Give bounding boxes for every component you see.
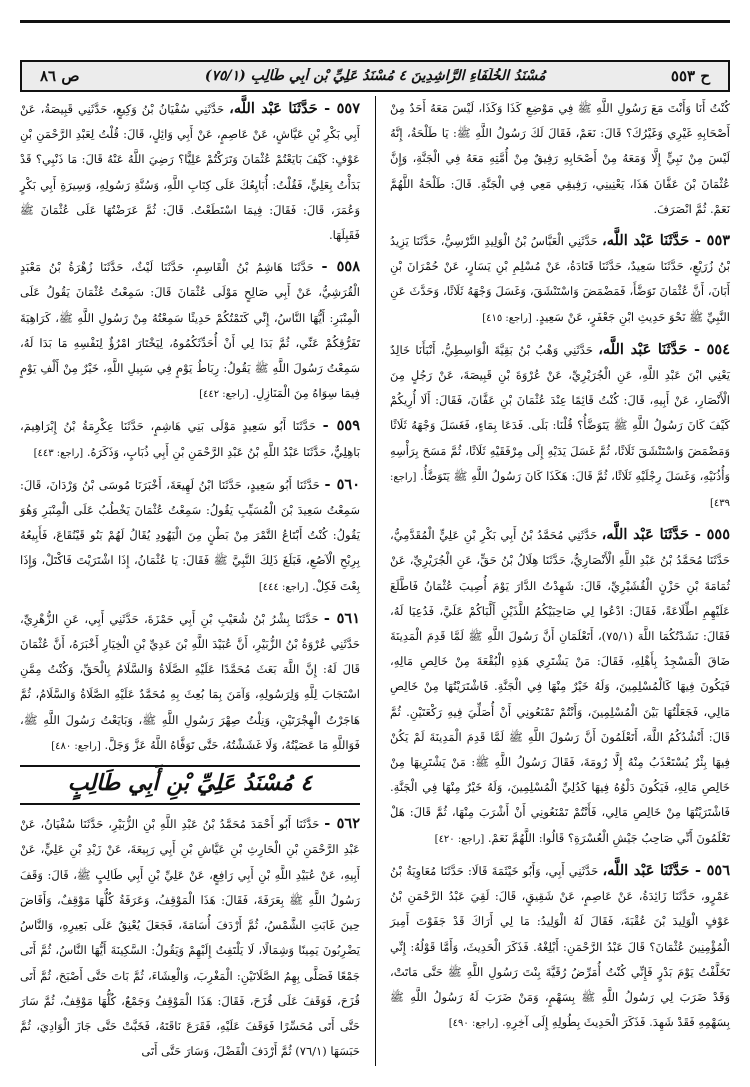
column-divider [375,96,376,1066]
cross-reference: [راجع: ٤١٥] [482,312,532,324]
hadith-paragraph [20,413,360,465]
cross-reference: [راجع: ٤٤٤] [258,581,309,593]
section-heading [20,765,360,805]
hadith-number: ٥٦٠ - [324,475,360,493]
running-header [20,60,730,92]
cross-reference: [راجع: ٤٤٢] [199,389,249,401]
hadith-text: حَدَّثَنِي الْعَبَّاسُ بْنُ الْوَلِيدِ النَّرْسِيُّ، حَدَّثَنَا يَزِيدُ بْنُ زُرَيْعٍ، حَدَّثَنَا سَعِيدٌ، حَدَّثَنَا قَتَادَةُ، عَنْ مُسْلِمِ بْنِ يَسَارٍ، عَنْ حُمْرَانَ بْنِ أَبَانَ، أَنَّ عُثْمَانَ تَوَضَّأَ، فَمَضْمَضَ وَاسْتَنْشَقَ، وَغَسَلَ وَجْهَهُ ثَلَاثًا، وَحَدَّثَ عَنِ النَّبِيِّ ﷺ نَحْوَ حَدِيثِ ابْنِ جَعْفَرٍ، عَنْ سَعِيدٍ. [390,234,730,324]
hadith-text: حَدَّثَنَا أَبُو أَحْمَدَ مُحَمَّدُ بْنُ عَبْدِ اللَّهِ بْنِ الزُّبَيْرِ، حَدَّثَنَا سُفْيَانُ، عَنْ عَبْدِ الرَّحْمَنِ بْنِ الْحَارِثِ بْنِ عَيَّاشِ بْنِ أَبِي رَبِيعَةَ، عَنْ زَيْدِ بْنِ عَلِيٍّ، عَنْ أَبِيهِ، عَنْ عُبَيْدِ اللَّهِ بْنِ أَبِي رَافِعٍ، عَنْ عَلِيِّ بْنِ أَبِي طَالِبٍ ﷺ، قَالَ: وَقَفَ رَسُولُ اللَّهِ ﷺ بِعَرَفَةَ، فَقَالَ: هَذَا الْمَوْقِفُ، وَعَرَفَةُ كُلُّهَا مَوْقِفٌ، وَأَفَاضَ حِينَ غَابَتِ الشَّمْسُ، ثُمَّ أَرْدَفَ أُسَامَةَ، فَجَعَلَ يُعْنِقُ عَلَى بَعِيرِهِ، وَالنَّاسُ يَضْرِبُونَ يَمِينًا وَشِمَالًا، لَا يَلْتَفِتُ إِلَيْهِمْ وَيَقُولُ: السَّكِينَةَ أَيُّهَا النَّاسُ، ثُمَّ أَتَى جَمْعًا فَصَلَّى بِهِمُ الصَّلَاتَيْنِ: الْمَغْرِبَ، وَالْعِشَاءَ، ثُمَّ بَاتَ حَتَّى أَصْبَحَ، ثُمَّ أَتَى قُزَحَ، فَوَقَفَ عَلَى قُزَحَ، فَقَالَ: هَذَا الْمَوْقِفُ وَجَمْعٌ، كُلُّهَا مَوْقِفٌ، ثُمَّ سَارَ حَتَّى أَتَى مُحَسِّرًا فَوَقَفَ عَلَيْهِ، فَقَرَعَ نَاقَتَهُ، فَخَبَّتْ حَتَّى جَازَ الْوَادِيَ، ثُمَّ حَبَسَهَا (٧٦/١) ثُمَّ أَرْدَفَ الْفَضْلَ، وَسَارَ حَتَّى أَتَى [20,817,360,1059]
hadith-text: حَدَّثَنَا بِشْرُ بْنُ شُعَيْبِ بْنِ أَبِي حَمْزَةَ، حَدَّثَنِي أَبِي، عَنِ الزُّهْرِيِّ، حَدَّثَنِي عُرْوَةُ بْنُ الزُّبَيْرِ، أَنَّ عُبَيْدَ اللَّهِ بْنَ عَدِيِّ بْنِ الْخِيَارِ أَخْبَرَهُ، أَنَّ عُثْمَانَ قَالَ لَهُ: إِنَّ اللَّهَ بَعَثَ مُحَمَّدًا عَلَيْهِ الصَّلَاةُ وَالسَّلَامُ بِالْحَقِّ، وَكُنْتُ مِمَّنِ اسْتَجَابَ لِلَّهِ وَلِرَسُولِهِ، وَآمَنَ بِمَا بُعِثَ بِهِ مُحَمَّدٌ عَلَيْهِ الصَّلَاةُ وَالسَّلَامُ، ثُمَّ هَاجَرْتُ الْهِجْرَتَيْنِ، وَنِلْتُ صِهْرَ رَسُولِ اللَّهِ ﷺ، وَبَايَعْتُ رَسُولَ اللَّهِ ﷺ، فَوَاللَّهِ مَا عَصَيْتُهُ، وَلَا غَشَشْتُهُ، حَتَّى تَوَفَّاهُ اللَّهُ عَزَّ وَجَلَّ. [20,611,360,752]
cross-reference: [راجع: ٤٨٠] [51,740,101,752]
hadith-text: حَدَّثَنَا أَبُو سَعِيدٍ مَوْلَى بَنِي هَاشِمٍ، حَدَّثَنَا عِكْرِمَةُ بْنُ إِبْرَاهِيمَ، بَاهِلِيٌّ، حَدَّثَنَا عَبْدُ اللَّهِ بْنُ عَبْدِ الرَّحْمَنِ بْنِ أَبِي ذُبَابٍ، وَذَكَرَهُ. [20,419,360,459]
hadith-text: حَدَّثَنِي سُفْيَانُ بْنُ وَكِيعٍ، حَدَّثَنِي قَبِيصَةُ، عَنْ أَبِي بَكْرِ بْنِ عَيَّاشٍ، عَنْ عَاصِمٍ، عَنْ أَبِي وَائِلٍ، قَالَ: قُلْتُ لِعَبْدِ الرَّحْمَنِ بْنِ عَوْفٍ: كَيْفَ بَايَعْتُمْ عُثْمَانَ وَتَرَكْتُمْ عَلِيًّا؟ رَضِيَ اللَّهُ عَنْهُ قَالَ: مَا ذَنْبِي؟ قَدْ بَدَأْتُ بِعَلِيٍّ، فَقُلْتُ: أُبَايِعُكَ عَلَى كِتَابِ اللَّهِ، وَسُنَّةِ رَسُولِهِ، وَسِيرَةِ أَبِي بَكْرٍ وَعُمَرَ، قَالَ: فَقَالَ: فِيمَا اسْتَطَعْتُ. قَالَ: ثُمَّ عَرَضْتُهَا عَلَى عُثْمَانَ ﷺ فَقَبِلَهَا. [20,102,360,243]
hadith-paragraph [20,96,360,248]
hadith-paragraph [390,96,730,222]
hadith-number: ٥٦١ - [323,609,361,627]
hadith-paragraph [390,337,730,516]
book-page [20,30,730,1070]
hadith-number: ٥٥٨ - [321,258,360,276]
hadith-paragraph [20,811,360,1064]
hadith-number: ٥٥٩ - [322,417,360,435]
section-title: ٤ مُسْنَدُ عَلِيِّ بْنِ أَبِي طَالِبٍ [67,770,313,797]
hadith-text: كُنْتُ أَنَا وَأَنْتَ مَعَ رَسُولِ اللَّهِ ﷺ فِي مَوْضِعِ كَذَا وَكَذَا، لَيْسَ مَعَهُ أَحَدٌ مِنْ أَصْحَابِهِ غَيْرِي وَغَيْرُكَ؟ قَالَ: نَعَمْ، فَقَالَ لَكَ رَسُولُ اللَّهِ ﷺ: يَا طَلْحَةُ، إِنَّهُ لَيْسَ مِنْ نَبِيٍّ إِلَّا وَمَعَهُ مِنْ أَصْحَابِهِ رَفِيقٌ مِنْ أُمَّتِهِ مَعَهُ فِي الْجَنَّةِ، وَإِنَّ عُثْمَانَ بْنَ عَفَّانَ هَذَا، يَعْنِينِي، رَفِيقِي مَعِي فِي الْجَنَّةِ. قَالَ: طَلْحَةُ اللَّهُمَّ نَعَمْ. ثُمَّ انْصَرَفَ. [390,101,730,216]
hadith-number: ٥٥٦ - حَدَّثَنَا عَبْد اللَّه، [602,861,731,879]
running-title: مُسْنَدُ الخُلَفَاءِ الرَّاشِدِينَ ٤ مُسْنَدُ عَلِيِّ بْنِ أَبِي طَالِبٍ (٧٥/١) [204,68,546,84]
hadith-text: حَدَّثَنِي وَهْبُ بْنُ بَقِيَّةَ الْوَاسِطِيُّ، أَنْبَأَنَا خَالِدٌ يَعْنِي ابْنَ عَبْدِ اللَّهِ، عَنِ الْجُرَيْرِيِّ، عَنْ عُرْوَةَ بْنِ قَبِيصَةَ، عَنْ رَجُلٍ مِنَ الْأَنْصَارِ، عَنْ أَبِيهِ، قَالَ: كُنْتُ قَائِمًا عِنْدَ عُثْمَانَ بْنِ عَفَّانَ، فَقَالَ: أَلَا أُرِيكُمْ كَيْفَ كَانَ رَسُولُ اللَّهِ ﷺ يَتَوَضَّأُ؟ قُلْنَا: بَلَى. فَدَعَا بِمَاءٍ، فَغَسَلَ وَجْهَهُ ثَلَاثًا وَمَضْمَضَ وَاسْتَنْشَقَ ثَلَاثًا، ثُمَّ غَسَلَ يَدَيْهِ إِلَى مِرْفَقَيْهِ ثَلَاثًا، ثُمَّ مَسَحَ بِرَأْسِهِ وَأُذُنَيْهِ، وَغَسَلَ رِجْلَيْهِ ثَلَاثًا، ثُمَّ قَالَ: هَكَذَا كَانَ رَسُولُ اللَّهِ ﷺ يَتَوَضَّأُ. [390,342,730,483]
hadith-paragraph [20,606,360,759]
cross-reference: [راجع: ٤٢٠] [434,833,485,845]
page-ref-left: ص ٨٦ [40,67,80,85]
hadith-text: حَدَّثَنَا هَاشِمُ بْنُ الْقَاسِمِ، حَدَّثَنَا لَيْثٌ، حَدَّثَنَا زُهْرَةُ بْنُ مَعْبَدٍ الْقُرَشِيُّ، عَنْ أَبِي صَالِحٍ مَوْلَى عُثْمَانَ قَالَ: سَمِعْتُ عُثْمَانَ يَقُولُ عَلَى الْمِنْبَرِ: أَيُّهَا النَّاسُ، إِنِّي كَتَمْتُكُمْ حَدِيثًا سَمِعْتُهُ مِنْ رَسُولِ اللَّهِ ﷺ، كَرَاهِيَةَ تَفَرُّقِكُمْ عَنِّي، ثُمَّ بَدَا لِي أَنْ أُحَدِّثَكُمُوهُ، لِيَخْتَارَ امْرُؤٌ لِنَفْسِهِ مَا بَدَا لَهُ، سَمِعْتُ رَسُولَ اللَّهِ ﷺ يَقُولُ: رِبَاطُ يَوْمٍ فِي سَبِيلِ اللَّهِ، خَيْرٌ مِنْ أَلْفِ يَوْمٍ فِيمَا سِوَاهُ مِنَ الْمَنَازِلِ. [20,260,360,401]
hadith-paragraph [20,254,360,407]
cross-reference: [راجع: ٤٣٩] [390,471,730,510]
hadith-text: حَدَّثَنَا أَبُو سَعِيدٍ، حَدَّثَنَا ابْنُ لَهِيعَةَ، أَخْبَرَنَا مُوسَى بْنُ وَرْدَانَ، قَالَ: سَمِعْتُ سَعِيدَ بْنَ الْمُسَيِّبِ يَقُولُ: سَمِعْتُ عُثْمَانَ يَخْطُبُ عَلَى الْمِنْبَرِ وَهُوَ يَقُولُ: كُنْتُ أَبْتَاعُ التَّمْرَ مِنْ بَطْنٍ مِنَ الْيَهُودِ يُقَالُ لَهُمْ بَنُو قَيْنُقَاعَ، فَأَبِيعُهُ بِرِبْحِ الْآصُعِ، فَبَلَغَ ذَلِكَ النَّبِيَّ ﷺ فَقَالَ: يَا عُثْمَانُ، إِذَا اشْتَرَيْتَ فَاكْتَلْ، وَإِذَا بِعْتَ فَكِلْ. [20,477,360,593]
cross-reference: [راجع: ٤٤٣] [33,447,84,459]
hadith-number: ٥٥٤ - حَدَّثَنَا عَبْد اللَّه، [598,340,731,358]
hadith-paragraph [20,472,360,600]
left-column [20,96,360,1070]
hadith-paragraph [390,858,730,1036]
hadith-number: ٥٦٢ - [324,815,360,833]
hadith-number: ٥٥٣ - حَدَّثَنَا عَبْد اللَّه، [602,232,731,250]
page-ref-right: ح ٥٥٣ [670,67,710,85]
top-rule [20,20,730,23]
hadith-text: حَدَّثَنِي أَبِي، وَأَبُو خَيْثَمَةَ قَالَا: حَدَّثَنَا مُعَاوِيَةُ بْنُ عَمْرٍو، حَدَّثَنَا زَائِدَةُ، عَنْ عَاصِمٍ، عَنْ شَقِيقٍ، قَالَ: لَقِيَ عَبْدُ الرَّحْمَنِ بْنُ عَوْفٍ الْوَلِيدَ بْنَ عُقْبَةَ، فَقَالَ لَهُ الْوَلِيدُ: مَا لِي أَرَاكَ قَدْ جَفَوْتَ أَمِيرَ الْمُؤْمِنِينَ عُثْمَانَ؟ قَالَ عَبْدُ الرَّحْمَنِ: أَبْلِغْهُ. فَذَكَرَ الْحَدِيثَ، وَأَمَّا قَوْلُهُ: إِنِّي تَخَلَّفْتُ يَوْمَ بَدْرٍ فَإِنِّي كُنْتُ أُمَرِّضُ رُقَيَّةَ بِنْتَ رَسُولِ اللَّهِ ﷺ حَتَّى مَاتَتْ، وَقَدْ ضَرَبَ لِي رَسُولُ اللَّهِ ﷺ بِسَهْمٍ، وَمَنْ ضَرَبَ لَهُ رَسُولُ اللَّهِ ﷺ بِسَهْمِهِ فَقَدْ شَهِدَ. فَذَكَرَ الْحَدِيثَ بِطُولِهِ إِلَى آخِرِهِ. [390,863,730,1030]
hadith-number: ٥٥٥ - حَدَّثَنَا عَبْد اللَّه، [601,526,731,544]
right-column [390,96,730,1042]
hadith-number: ٥٥٧ - حَدَّثَنَا عَبْد اللَّه، [229,100,360,117]
cross-reference: [راجع: ٤٩٠] [448,1018,499,1030]
hadith-paragraph [390,522,730,852]
hadith-text: حَدَّثَنِي مُحَمَّدُ بْنُ أَبِي بَكْرِ بْنِ عَلِيٍّ الْمُقَدَّمِيُّ، حَدَّثَنَا مُحَمَّدُ بْنُ عَبْدِ اللَّهِ الْأَنْصَارِيُّ، حَدَّثَنَا هِلَالُ بْنُ حَقٍّ، عَنِ الْجُرَيْرِيِّ، عَنْ ثُمَامَةَ بْنِ حَزْنٍ الْقُشَيْرِيِّ، قَالَ: شَهِدْتُ الدَّارَ يَوْمَ أُصِيبَ عُثْمَانُ فَاطَّلَعَ عَلَيْهِمِ اطِّلَاعَةً، فَقَالَ: ادْعُوا لِي صَاحِبَيْكُمُ اللَّذَيْنِ أَلَّبَاكُمْ عَلَيَّ، فَدُعِيَا لَهُ، فَقَالَ: نَشَدْتُكُمَا اللَّهَ (٧٥/١)، أَتَعْلَمَانِ أَنَّ رَسُولَ اللَّهِ ﷺ لَمَّا قَدِمَ الْمَدِينَةَ ضَاقَ الْمَسْجِدُ بِأَهْلِهِ، فَقَالَ: مَنْ يَشْتَرِي هَذِهِ الْبُقْعَةَ مِنْ خَالِصِ مَالِهِ، فَيَكُونَ فِيهَا كَالْمُسْلِمِينَ، وَلَهُ خَيْرٌ مِنْهَا فِي الْجَنَّةِ. فَاشْتَرَيْتُهَا مِنْ خَالِصِ مَالِي، فَجَعَلْتُهَا بَيْنَ الْمُسْلِمِينَ، وَأَنْتُمْ تَمْنَعُونِي أَنْ أُصَلِّيَ فِيهِ رَكْعَتَيْنِ. ثُمَّ قَالَ: أَنْشُدُكُمُ اللَّهَ، أَتَعْلَمُونَ أَنَّ رَسُولَ اللَّهِ ﷺ لَمَّا قَدِمَ الْمَدِينَةَ لَمْ يَكُنْ فِيهَا بِئْرٌ يُسْتَعْذَبُ مِنْهُ إِلَّا رُومَةَ، فَقَالَ رَسُولُ اللَّهِ ﷺ: مَنْ يَشْتَرِيهَا مِنْ خَالِصِ مَالِهِ، فَيَكُونَ دَلْوُهُ فِيهَا كَدُلِيِّ الْمُسْلِمِينَ، وَلَهُ خَيْرٌ مِنْهَا فِي الْجَنَّةِ. فَاشْتَرَيْتُهَا مِنْ خَالِصِ مَالِي، فَأَنْتُمْ تَمْنَعُونِي أَنْ أَشْرَبَ مِنْهَا، ثُمَّ قَالَ: هَلْ تَعْلَمُونَ أَنِّي صَاحِبُ جَيْشِ الْعُسْرَةِ؟ قَالُوا: اللَّهُمَّ نَعَمْ. [390,528,731,845]
hadith-paragraph [390,228,730,331]
